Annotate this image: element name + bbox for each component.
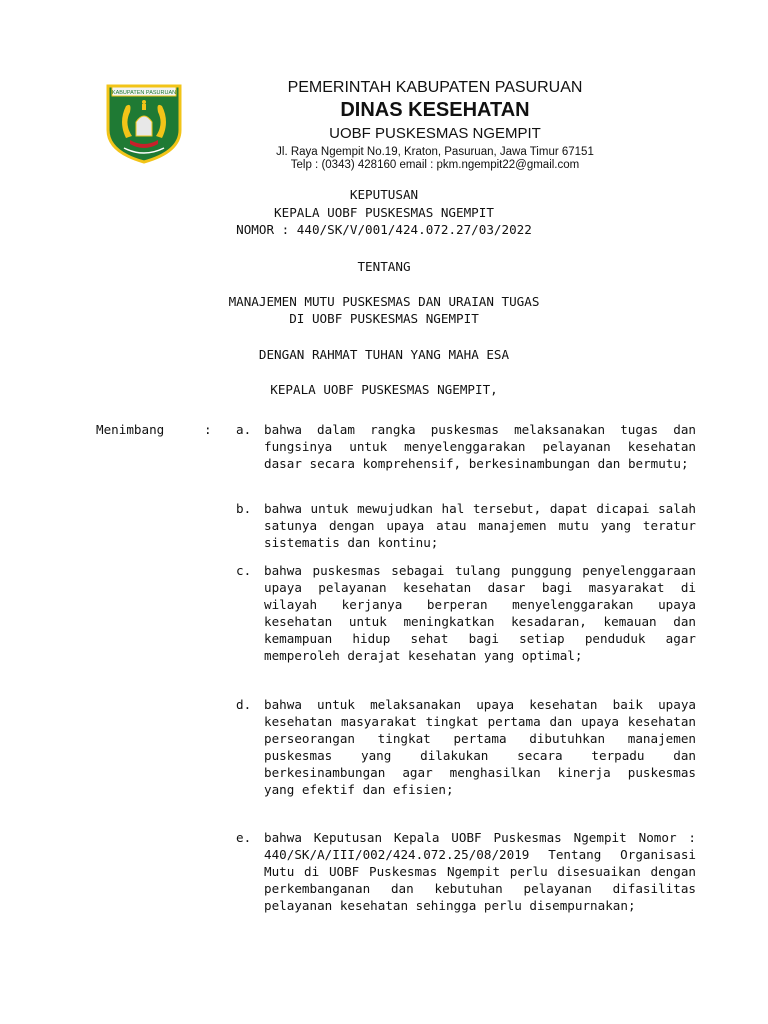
emblem-ribbon-text: KABUPATEN PASURUAN [111,90,177,96]
unit-name: UOBF PUSKESMAS NGEMPIT [329,125,541,142]
considering-item-c [236,562,696,664]
agency-contact: Telp : (0343) 428160 email : pkm.ngempit22@gmail.com [290,159,580,171]
kabupaten-pasuruan-emblem-icon [102,78,186,164]
letterhead-text [250,78,620,172]
item-letter: e. [236,830,252,845]
considering-item-a [236,421,696,472]
agency-address: Jl. Raya Ngempit No.19, Kraton, Pasuruan, Jawa Timur 67151 [276,146,594,158]
item-text: bahwa untuk mewujudkan hal tersebut, dapat dicapai salah satunya dengan upaya atau manajemen mutu yang teratur sistematis dan kontinu; [264,501,696,550]
official-title: KEPALA UOBF PUSKESMAS NGEMPIT, [270,382,498,397]
decree-subject-line2: DI UOBF PUSKESMAS NGEMPIT [289,311,479,326]
letterhead [0,0,768,170]
decree-title: KEPUTUSAN [349,187,419,202]
item-letter: a. [236,422,252,437]
agency-name: DINAS KESEHATAN [340,99,530,121]
item-text: bahwa Keputusan Kepala UOBF Puskesmas Ngempit Nomor : 440/SK/A/III/002/424.072.25/08/2019 Tentang Organisasi Mutu di UOBF Puskesmas Ngempit perlu disesuaikan dengan perkembanganan dan kebutuhan pelayanan difasilitas pelayanan kesehatan sehingga perlu disempurnakan; [264,830,696,913]
item-text: bahwa puskesmas sebagai tulang punggung penyelenggaraan upaya pelayanan kesehatan dasar bagi masyarakat di wilayah kerjanya berperan menyelenggarakan upaya kesehatan untuk meningkatkan kesadaran, kemauan dan kemampuan hidup sehat bagi setiap penduduk agar memperoleh derajat kesehatan yang optimal; [264,563,696,663]
item-letter: b. [236,501,252,516]
item-text: bahwa untuk melaksanakan upaya kesehatan baik upaya kesehatan masyarakat tingkat pertama dan upaya kesehatan perseorangan tingkat pertama dibutuhkan manajemen puskesmas yang dilakukan secara terpadu dan berkesinambungan agar menghasilkan kinerja puskesmas yang efektif dan efisien; [264,697,696,797]
item-letter: d. [236,697,252,712]
considering-item-b [236,500,696,551]
decree-number: NOMOR : 440/SK/V/001/424.072.27/03/2022 [236,222,532,237]
item-text: bahwa dalam rangka puskesmas melaksanakan tugas dan fungsinya untuk menyelenggarakan pelayanan kesehatan dasar secara komprehensif, berkesinambungan dan bermutu; [264,422,696,471]
decree-issuer: KEPALA UOBF PUSKESMAS NGEMPIT [274,205,494,220]
considering-label: Menimbang [96,422,165,437]
item-letter: c. [236,563,252,578]
blessing-line: DENGAN RAHMAT TUHAN YANG MAHA ESA [258,347,510,362]
considering-item-d [236,696,696,798]
considering-colon: : [204,422,212,437]
decree-subject-line1: MANAJEMEN MUTU PUSKESMAS DAN URAIAN TUGAS [228,294,540,309]
decree-about: TENTANG [357,259,411,274]
government-name: PEMERINTAH KABUPATEN PASURUAN [287,79,583,96]
considering-item-e [236,829,696,914]
